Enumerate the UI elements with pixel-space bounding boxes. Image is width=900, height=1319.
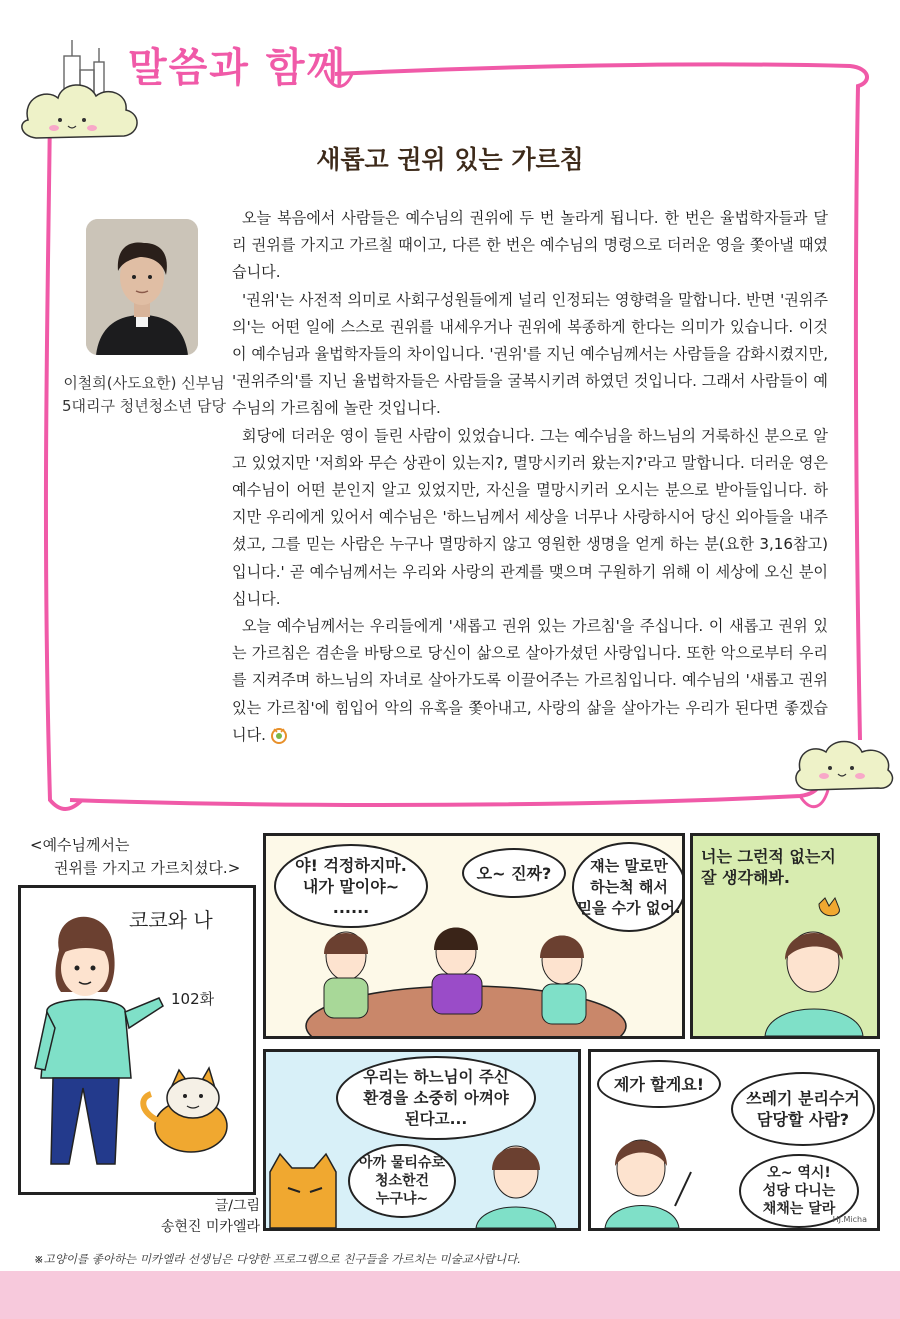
comic-panel-2: [263, 833, 685, 1039]
paragraph: 오늘 복음에서 사람들은 예수님의 권위에 두 번 놀라게 됩니다. 한 번은 율법학자들과 달리 권위를 가지고 가르칠 때이고, 다른 한 번은 예수님의 명령으로 더러운 영을 쫓아낼 때였습니다.: [232, 209, 828, 282]
comic-series-title: 코코와 나: [129, 908, 213, 932]
paragraph: '권위'는 사전적 의미로 사회구성원들에게 널리 인정되는 영향력을 말합니다. 반면 '권위주의'는 어떤 일에 스스로 권위를 내세우거나 권위에 복종하게 한다는 의미가 있습니다. 이것이 예수님과 율법학자들의 차이입니다. '권위'를 지닌 예수님께서는 사람들을 감화시켰지만, '권위주의'를 지닌 율법학자들은 사람들을 굴복시키려 하였던 것입니다. 그래서 사람들이 예수님의 가르침에 놀란 것입니다.: [232, 290, 828, 418]
comic-panel-5: [588, 1049, 880, 1231]
section-header-title: 말씀과 함께: [128, 44, 348, 91]
girl-and-cat-illustration: [21, 888, 253, 1192]
author-photo: [86, 219, 198, 355]
cloud-icon: [22, 85, 137, 138]
end-mark-icon: [268, 726, 290, 744]
article-title: 새롭고 권위 있는 가르침: [316, 145, 584, 174]
author-name: 이철희(사도요한) 신부님: [63, 374, 225, 392]
credit-role: 글/그림: [214, 1198, 260, 1214]
speech-bubble: 제가 할게요!: [597, 1060, 721, 1108]
comic-panel-1: [18, 885, 256, 1195]
speech-bubble: 우리는 하느님이 주신 환경을 소중히 아껴야 된다고...: [336, 1056, 536, 1140]
volunteering-girl-illustration: [591, 1122, 731, 1228]
paragraph: [232, 613, 828, 749]
cat-and-girl-illustration: [266, 1142, 578, 1228]
author-role: 5대리구 청년청소년 담당: [62, 397, 226, 415]
speech-bubble: 쓰레기 분리수거 담당할 사람?: [731, 1072, 875, 1146]
footnote: ※고양이를 좋아하는 미카엘라 선생님은 다양한 프로그램으로 친구들을 가르치는 미술교사랍니다.: [34, 1252, 521, 1266]
article-body: [232, 205, 828, 749]
paragraph-text: 오늘 예수님께서는 우리들에게 '새롭고 권위 있는 가르침'을 주십니다. 이 새롭고 권위 있는 가르침은 겸손을 바탕으로 당신이 삶으로 살아가셨던 사랑입니다. 또한 악으로부터 우리를 지켜주며 하느님의 자녀로 살아가도록 이끌어주는 가르침입니다. 예수님의 '새롭고 권위 있는 가르침'에 힘입어 악의 유혹을 쫓아내고, 사랑의 삶을 살아가는 우리가 된다면 좋겠습니다.: [232, 617, 828, 744]
comic-caption: [30, 834, 258, 880]
comic-panel-4: [263, 1049, 581, 1231]
speech-bubble: 오~ 진짜?: [462, 848, 566, 898]
thinking-girl-illustration: [693, 896, 877, 1036]
artist-signature: HJ.Micha: [832, 1215, 867, 1224]
author-caption: [40, 372, 248, 418]
credit-name: 송현진 미카엘라: [160, 1219, 260, 1235]
speech-bubble: 아까 물티슈로 청소한건 누구냐~: [348, 1144, 456, 1218]
thought-bubble: 쟤는 말로만 하는척 해서 믿을 수가 없어.: [572, 842, 685, 932]
comic-credit: [150, 1196, 260, 1238]
friends-talking-illustration: [266, 916, 682, 1036]
comic-caption-line1: <예수님께서는: [30, 836, 130, 854]
comic-episode: 102화: [171, 990, 215, 1008]
paragraph: 회당에 더러운 영이 들린 사람이 있었습니다. 그는 예수님을 하느님의 거룩하신 분으로 알고 있었지만 '저희와 무슨 상관이 있는지?, 멸망시키러 왔는지?'라고 말합니다. 더러운 영은 예수님이 어떤 분인지 알고 있었지만, 자신을 멸망시키러 오시는 분으로 받아들입니다. 하지만 우리에게 있어서 예수님은 '하느님께서 세상을 너무나 사랑하시어 당신 외아들을 내주셨고, 그를 믿는 사람은 누구나 멸망하지 않고 영원한 생명을 얻게 하는 분(요한 3,16참고)입니다.' 곧 예수님께서는 우리와 사랑의 관계를 맺으며 구원하기 위해 이 세상에 오신 분이십니다.: [232, 426, 828, 608]
comic-panel-3: [690, 833, 880, 1039]
speech-bubble: 야! 걱정하지마. 내가 말이야~ ......: [274, 844, 428, 928]
comic-caption-line2: 권위를 가지고 가르치셨다.>: [54, 859, 241, 877]
speech-bubble: 오~ 역시! 성당 다니는 채채는 달라: [739, 1154, 859, 1228]
bottom-band: [0, 1271, 900, 1319]
panel-narration: 너는 그런적 없는지 잘 생각해봐.: [701, 847, 836, 887]
